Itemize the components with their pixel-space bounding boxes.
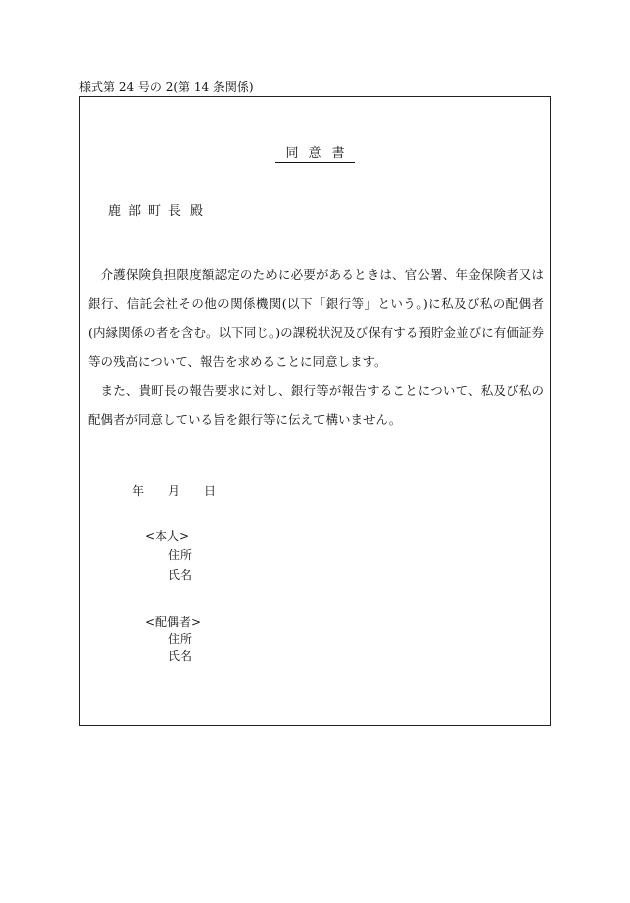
document-title-wrapper xyxy=(80,145,550,163)
addressee-town: 鹿部町長 xyxy=(108,204,189,219)
addressee xyxy=(108,203,203,221)
addressee-honorific: 殿 xyxy=(190,204,204,219)
self-address-label: 住所 xyxy=(168,548,193,562)
date-day-label: 日 xyxy=(204,484,217,498)
self-section xyxy=(145,527,192,585)
consent-paragraph: また、貴町長の報告要求に対し、銀行等が報告することについて、私及び私の配偶者が同意している旨を銀行等に伝えて構いません。 xyxy=(88,383,544,427)
spouse-section xyxy=(145,613,201,665)
spouse-address-label: 住所 xyxy=(168,632,193,646)
document-title: 同意書 xyxy=(275,146,354,163)
self-heading: <本人> xyxy=(145,529,190,543)
consent-form-frame xyxy=(79,96,551,726)
consent-body xyxy=(88,260,544,434)
date-row xyxy=(132,483,216,499)
date-year-label: 年 xyxy=(132,484,145,498)
self-name-label: 氏名 xyxy=(168,568,193,582)
date-month-label: 月 xyxy=(168,484,181,498)
spouse-name-label: 氏名 xyxy=(168,649,193,663)
spouse-heading: <配偶者> xyxy=(145,615,202,629)
form-number: 様式第 24 号の 2(第 14 条関係) xyxy=(79,80,254,94)
consent-paragraph: 介護保険負担限度額認定のために必要があるときは、官公署、年金保険者又は銀行、信託会社その他の関係機関(以下「銀行等」という。)に私及び私の配偶者(内縁関係の者を含む。以下同じ。)の課税状況及び保有する預貯金並びに有価証券等の残高について、報告を求めることに同意します。 xyxy=(88,267,544,369)
